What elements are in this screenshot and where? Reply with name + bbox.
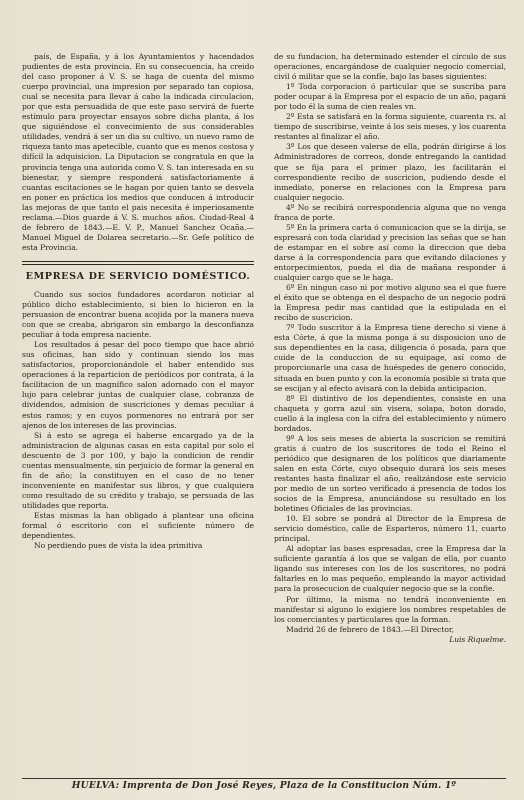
- base-item-4: 4º No se recibirá correspondencia alguna que no venga franca de porte.: [274, 202, 506, 222]
- article-paragraph: Cuando sus socios fundadores acordaron noticiar al público dicho establecimiento, si bien lo hicieron en la persuasion de encontrar buena acojida por la manera nueva con que se creaba, abrigaron sin embargo la desconfianza peculiar á toda empresa naciente.: [22, 289, 254, 340]
- article-paragraph: Al adoptar las bases espresadas, cree la Empresa dar la suficiente garantía á los que se valgan de ella, por cuanto ligando sus intereses con los de los suscritores, no podrá faltarles en lo mas pequeño, empleando la mayor actividad para la prosecucion de cualquier negocio que se la confie.: [274, 544, 506, 594]
- text-columns: [22, 52, 506, 645]
- base-item-10: 10. El sobre se pondrá al Director de la Empresa de servicio doméstico, calle de Esparteros, número 11, cuarto principal.: [274, 514, 506, 544]
- section-title: EMPRESA DE SERVICIO DOMÉSTICO.: [25, 270, 251, 282]
- diputacion-letter-paragraph: país, de España, y á los Ayuntamientos y hacendados pudientes de esta provincia. En su consecuencia, ha creido del caso proponer á V. S. se haga de cuenta del mismo cuerpo provincial, una impresion por separado tan copiosa, cual se necesita para llevar á cabo la indicada circulacion, por que esta persuadida de que este paso servirá de fuerte estímulo para proyectar ensayos sobre dicha planta, á los que siguiéndose el convecimiento de sus considerables utilidades, vendrá á ser un dia su cultivo, un nuevo ramo de riqueza tanto mas apetecible, cuanto que es menos costosa y difícil la adquisicion. La Diputacion se congratula en que la provincia tenga una autorida como V. S. tan interesada en su bienestar, y siempre responderá satisfactoriamente á cuantas escitaciones se le hagan por quien tanto se desvela en poner en práctica los medios que conducen á introducir las mejoras de que tanto el pais necesita é imperiosamente reclama.—Dios guarde á V. S. muchos años. Ciudad-Real 4 de febrero de 1843.—E. V. P., Manuel Sanchez Ocaña.—Manuel Miguel de Dolarea secretario.—Sr. Gefe político de esta Provincia.: [22, 52, 254, 252]
- signature: [274, 635, 506, 645]
- article-paragraph: Por último, la misma no tendrá inconveniente en manifestar si alguno lo exigiere los nombres respetables de los comerciantes y particulares que la forman.: [274, 594, 506, 624]
- base-item-9: 9º A los seis meses de abierta la suscricion se remitirá gratis á cuatro de los suscritores de todo el Reino el periódico que designaren de los políticos que diariamente salen en esta Córte, cuyo obsequio durará los seis meses restantes hasta finalizar el año, realizándose este servicio por medio de un sorteo verificado á presencia de todos los socios de la Empresa, anunciándose su resultado en los boletines Oficiales de las provincias.: [274, 433, 506, 514]
- base-item-7: 7º Todo suscritor á la Empresa tiene derecho si viene á esta Córte, á que la misma ponga á su disposicion uno de sus dependientes en la casa, diligencia ó posada, para que cuide de la conduccion de su equipage, así como de proporcionarle una casa de huéspedes de genero conocido, situada en buen punto y con la economía posible si trata que se escijan y al efecto avisará con la debida anticipacion.: [274, 323, 506, 393]
- base-item-3: 3º Los que deseen valerse de ella, podrán dirigirse á los Administradores de correos, donde entregando la cantidad que se fija para el primer plazo, les facilitarán el correspondiente recibo de suscricion, pudiendo desde el inmediato, ponerse en relaciones con la Empresa para cualquier negocio.: [274, 142, 506, 202]
- left-column: [22, 52, 254, 645]
- base-item-8: 8º El distintivo de los dependientes, consiste en una chaqueta y gorra azul sin visera, solapa, boton dorado, cuello á la inglesa con la cifra del establecimiento y número bordados.: [274, 393, 506, 433]
- article-paragraph: No perdiendo pues de vista la idea primitiva: [34, 541, 203, 551]
- closing-line: Madrid 26 de febrero de 1843.—El Director,: [286, 624, 454, 634]
- base-item-5: 5º En la primera carta ó comunicacion que se la dirija, se espresará con toda claridad y precision las señas que se han de estampar en el sobre así como la direccion que deba darse á la correspondencia para que evitando dilaciones y entorpecimientos, pueda el dia de mañana responder á cualquier cargo que se le haga.: [274, 222, 506, 283]
- section-divider: [22, 261, 254, 265]
- printer-imprint: HUELVA: Imprenta de Don José Reyes, Plaza de la Constitucion Núm. 1º: [22, 778, 506, 791]
- article-paragraph: Los resultados á pesar del poco tiempo que hace abrió sus oficinas, han sido y continuan siendo los mas satisfactorios, proporcionándole el haber entendido sus operaciones á la reparticion de periódicos por contrata, á la facilitacion de un magnífico salon adornado con el mayor lujo para celebrar juntas de cualquier clase, cobranza de dividendos, admision de suscriciones y demas peculiar á estos ramos; y en cuyos pormenores no entrará por ser ajenos de los intereses de las provincias.: [22, 340, 254, 430]
- article-paragraph: Si á esto se agrega el haberse encargado ya de la administracion de algunas casas en esta capital por solo el descuento de 3 por 100, y bajo la condicion de rendir cuentas mensualmente, sin perjuicio de formar la general en fin de año; la constituyen en el caso de no tener inconveniente en manifestar sus libros, y que cualquiera como resultado de su crédito y trabajo, se persuada de las utilidades que reporta.: [22, 430, 254, 510]
- base-item-1: 1º Toda corporacion ó particular que se suscriba para poder ocupar á la Empresa por el espacio de un año, pagará por todo él la suma de cien reales vn.: [274, 82, 506, 112]
- article-paragraph: de su fundacion, ha determinado estender el círculo de sus operaciones, encargándose de cualquier negocio comercial, civil ó militar que se la confíe, bajo las bases siguientes:: [274, 52, 506, 82]
- right-column: [274, 52, 506, 645]
- base-item-2: 2º Esta se satisfará en la forma siguiente, cuarenta rs. al tiempo de suscribirse, veinte á los seis meses, y los cuarenta restantes al finalizar el año.: [274, 112, 506, 142]
- base-item-6: 6º En ningun caso ni por motivo alguno sea el que fuere el éxito que se obtenga en el despacho de un negocio podrá la Empresa pedir mas cantidad que la estipulada en el recibo de suscricion.: [274, 283, 506, 323]
- article-paragraph: Estas mismas la han obligado á plantear una oficina formal ó escritorio con el suficiente número de dependientes.: [22, 510, 254, 541]
- signature-name: Luis Riquelme.: [449, 634, 506, 644]
